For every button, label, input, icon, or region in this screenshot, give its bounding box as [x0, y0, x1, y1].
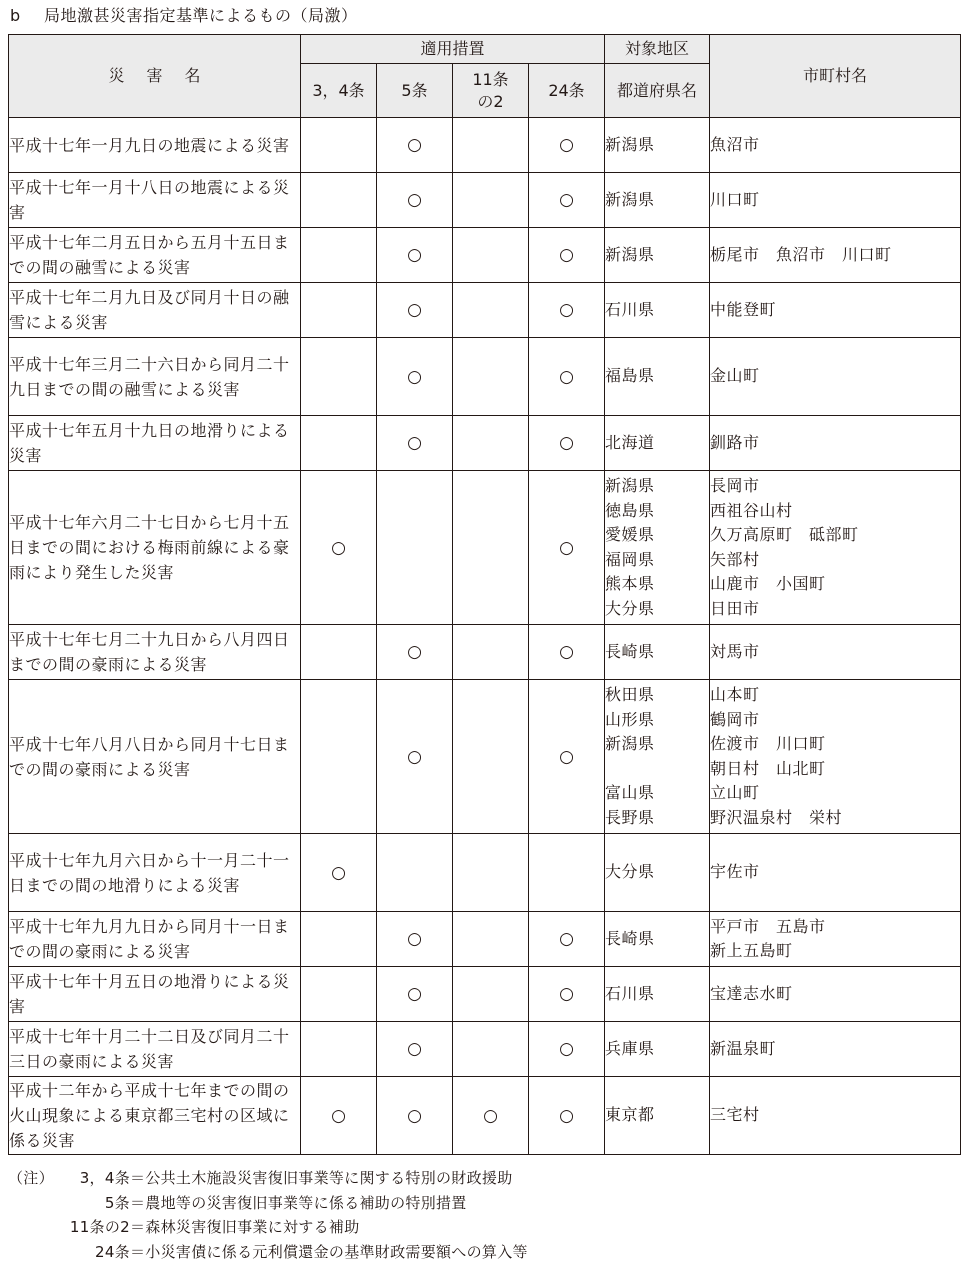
note-item	[8, 1191, 528, 1216]
prefecture-name: 新潟県	[605, 244, 655, 264]
note-lead	[8, 1240, 66, 1265]
measure-mark	[301, 625, 377, 680]
prefecture-name: 兵庫県	[605, 1038, 655, 1058]
table-row	[9, 471, 961, 625]
city-name: 朝日村 山北町	[710, 758, 826, 778]
city-name: 魚沼市	[710, 134, 760, 154]
city-name: 宝達志水町	[710, 983, 793, 1003]
city-name: 宇佐市	[710, 862, 760, 882]
measure-mark: ○	[377, 1022, 453, 1077]
prefecture-cell	[605, 625, 710, 680]
measure-mark: ○	[301, 1077, 377, 1155]
city-name: 西祖谷山村	[710, 500, 793, 520]
header-prefecture: 都道府県名	[605, 64, 710, 118]
disaster-name: 平成十七年六月二十七日から七月十五日までの間における梅雨前線による豪雨により発生した災害	[9, 471, 301, 625]
measure-mark: ○	[377, 173, 453, 228]
measure-mark: ○	[377, 967, 453, 1022]
note-description: ＝森林災害復旧事業に対する補助	[130, 1218, 360, 1236]
city-name: 平戸市 五島市	[710, 916, 826, 936]
prefecture-name: 福岡県	[605, 549, 655, 569]
disaster-name: 平成十七年五月十九日の地滑りによる災害	[9, 416, 301, 471]
disaster-table	[8, 34, 961, 1155]
measure-mark: ○	[301, 471, 377, 625]
section-letter: b	[10, 6, 21, 25]
prefecture-name: 石川県	[605, 983, 655, 1003]
city-name: 鶴岡市	[710, 709, 760, 729]
prefecture-cell	[605, 416, 710, 471]
note-item	[8, 1166, 528, 1191]
measure-mark: ○	[529, 625, 605, 680]
note-lead	[8, 1215, 66, 1240]
disaster-name: 平成十七年八月八日から同月十七日までの間の豪雨による災害	[9, 680, 301, 834]
measure-mark: ○	[529, 1022, 605, 1077]
section-title: 局地激甚災害指定基準によるもの（局激）	[44, 6, 358, 25]
table-row	[9, 1022, 961, 1077]
measure-mark: ○	[377, 283, 453, 338]
prefecture-name: 長崎県	[605, 928, 655, 948]
city-name: 対馬市	[710, 641, 760, 661]
city-cell	[710, 338, 961, 416]
measure-mark	[301, 173, 377, 228]
measure-mark	[301, 680, 377, 834]
prefecture-cell	[605, 967, 710, 1022]
city-name: 山本町	[710, 685, 760, 704]
city-cell	[710, 1022, 961, 1077]
prefecture-cell	[605, 228, 710, 283]
disaster-name: 平成十七年七月二十九日から八月四日までの間の豪雨による災害	[9, 625, 301, 680]
prefecture-name: 長崎県	[605, 641, 655, 661]
measure-mark	[453, 834, 529, 912]
table-body	[9, 118, 961, 1155]
disaster-name: 平成十七年一月九日の地震による災害	[9, 118, 301, 173]
measure-mark	[453, 416, 529, 471]
table-row	[9, 173, 961, 228]
prefecture-name: 東京都	[605, 1105, 655, 1125]
measure-mark: ○	[529, 228, 605, 283]
measure-mark	[453, 967, 529, 1022]
header-art34: 3，4条	[301, 64, 377, 118]
prefecture-name	[605, 757, 709, 782]
measure-mark: ○	[453, 1077, 529, 1155]
table-row	[9, 680, 961, 834]
city-cell	[710, 680, 961, 834]
measure-mark	[301, 228, 377, 283]
measure-mark	[453, 912, 529, 967]
measure-mark	[453, 1022, 529, 1077]
note-term: 5条	[104, 1193, 130, 1212]
measure-mark	[453, 625, 529, 680]
measure-mark: ○	[529, 967, 605, 1022]
note-description: ＝農地等の災害復旧事業等に係る補助の特別措置	[130, 1193, 467, 1212]
city-name: 三宅村	[710, 1105, 760, 1125]
prefecture-name: 長野県	[605, 807, 655, 827]
disaster-name: 平成十七年十月二十二日及び同月二十三日の豪雨による災害	[9, 1022, 301, 1077]
header-art5: 5条	[377, 64, 453, 118]
measure-mark	[453, 471, 529, 625]
note-term: 3，4条	[79, 1169, 130, 1187]
city-cell	[710, 228, 961, 283]
city-cell	[710, 173, 961, 228]
prefecture-name: 大分県	[605, 598, 655, 618]
measure-mark	[453, 338, 529, 416]
city-name: 日田市	[710, 598, 760, 618]
measure-mark: ○	[529, 680, 605, 834]
measure-mark: ○	[377, 680, 453, 834]
prefecture-name: 新潟県	[605, 476, 655, 495]
city-name: 新上五島町	[710, 941, 793, 960]
prefecture-cell	[605, 1022, 710, 1077]
measure-mark	[301, 967, 377, 1022]
city-name: 川口町	[710, 189, 760, 209]
measure-mark: ○	[529, 338, 605, 416]
city-name: 久万高原町 砥部町	[710, 525, 859, 544]
prefecture-name: 新潟県	[605, 134, 655, 154]
city-cell	[710, 834, 961, 912]
prefecture-name: 秋田県	[605, 685, 655, 704]
measure-mark: ○	[529, 471, 605, 625]
prefecture-name: 新潟県	[605, 734, 655, 753]
city-name: 新温泉町	[710, 1038, 777, 1058]
header-measures: 適用措置	[301, 35, 605, 64]
section-heading	[10, 4, 358, 28]
measure-mark: ○	[377, 338, 453, 416]
city-name: 山鹿市 小国町	[710, 574, 826, 593]
city-name: 野沢温泉村 栄村	[710, 807, 843, 827]
measure-mark: ○	[377, 118, 453, 173]
measure-mark: ○	[529, 118, 605, 173]
city-cell	[710, 416, 961, 471]
prefecture-name: 石川県	[605, 299, 655, 319]
city-name: 中能登町	[710, 299, 777, 319]
measure-mark	[301, 416, 377, 471]
city-name: 釧路市	[710, 432, 760, 452]
prefecture-cell	[605, 173, 710, 228]
note-item	[8, 1240, 528, 1265]
prefecture-name: 北海道	[605, 432, 655, 452]
measure-mark: ○	[377, 416, 453, 471]
disaster-name: 平成十七年二月九日及び同月十日の融雪による災害	[9, 283, 301, 338]
header-region: 対象地区	[605, 35, 710, 64]
header-art11: 11条の2	[453, 64, 529, 118]
measure-mark	[453, 118, 529, 173]
notes	[8, 1166, 528, 1264]
table-row	[9, 912, 961, 967]
prefecture-cell	[605, 471, 710, 625]
city-cell	[710, 1077, 961, 1155]
prefecture-name: 徳島県	[605, 500, 655, 520]
measure-mark: ○	[529, 1077, 605, 1155]
prefecture-cell	[605, 118, 710, 173]
prefecture-name: 山形県	[605, 709, 655, 729]
measure-mark: ○	[377, 625, 453, 680]
table-row	[9, 338, 961, 416]
measure-mark	[301, 283, 377, 338]
prefecture-name: 熊本県	[605, 574, 655, 593]
measure-mark	[377, 471, 453, 625]
city-name: 長岡市	[710, 476, 760, 495]
prefecture-name: 新潟県	[605, 189, 655, 209]
city-name: 栃尾市 魚沼市 川口町	[710, 244, 892, 264]
prefecture-cell	[605, 912, 710, 967]
measure-mark	[301, 1022, 377, 1077]
measure-mark: ○	[529, 416, 605, 471]
measure-mark: ○	[301, 834, 377, 912]
prefecture-cell	[605, 1077, 710, 1155]
disaster-name: 平成十二年から平成十七年までの間の火山現象による東京都三宅村の区域に係る災害	[9, 1077, 301, 1155]
city-name: 矢部村	[710, 549, 760, 569]
disaster-name: 平成十七年十月五日の地滑りによる災害	[9, 967, 301, 1022]
header-disaster-name: 災害名	[9, 35, 301, 118]
city-name: 金山町	[710, 366, 760, 386]
note-lead: （注）	[8, 1169, 54, 1187]
note-description: ＝公共土木施設災害復旧事業等に関する特別の財政援助	[130, 1169, 513, 1187]
table-row	[9, 834, 961, 912]
measure-mark	[301, 912, 377, 967]
city-cell	[710, 471, 961, 625]
note-term: 24条	[95, 1242, 130, 1261]
measure-mark	[453, 680, 529, 834]
prefecture-name: 大分県	[605, 862, 655, 882]
measure-mark: ○	[377, 912, 453, 967]
measure-mark	[453, 173, 529, 228]
city-cell	[710, 625, 961, 680]
prefecture-name: 愛媛県	[605, 525, 655, 544]
disaster-name: 平成十七年三月二十六日から同月二十九日までの間の融雪による災害	[9, 338, 301, 416]
measure-mark	[453, 228, 529, 283]
table-row	[9, 228, 961, 283]
note-term: 11条の2	[69, 1218, 130, 1236]
note-lead	[8, 1191, 66, 1216]
city-name: 佐渡市 川口町	[710, 734, 826, 753]
disaster-name: 平成十七年九月九日から同月十一日までの間の豪雨による災害	[9, 912, 301, 967]
city-cell	[710, 283, 961, 338]
table-row	[9, 625, 961, 680]
measure-mark	[377, 834, 453, 912]
header-city: 市町村名	[710, 35, 961, 118]
measure-mark: ○	[529, 912, 605, 967]
note-description: ＝小災害債に係る元利償還金の基準財政需要額への算入等	[130, 1242, 528, 1261]
table-row	[9, 416, 961, 471]
prefecture-cell	[605, 680, 710, 834]
city-cell	[710, 912, 961, 967]
measure-mark	[301, 118, 377, 173]
measure-mark: ○	[377, 228, 453, 283]
note-item	[8, 1215, 528, 1240]
measure-mark: ○	[529, 283, 605, 338]
city-cell	[710, 967, 961, 1022]
measure-mark: ○	[377, 1077, 453, 1155]
prefecture-cell	[605, 338, 710, 416]
city-cell	[710, 118, 961, 173]
disaster-name: 平成十七年九月六日から十一月二十一日までの間の地滑りによる災害	[9, 834, 301, 912]
prefecture-name: 福島県	[605, 366, 655, 386]
city-name: 立山町	[710, 783, 760, 802]
measure-mark	[529, 834, 605, 912]
header-art24: 24条	[529, 64, 605, 118]
measure-mark: ○	[529, 173, 605, 228]
measure-mark	[301, 338, 377, 416]
prefecture-cell	[605, 283, 710, 338]
disaster-name: 平成十七年一月十八日の地震による災害	[9, 173, 301, 228]
table-row	[9, 967, 961, 1022]
table-row	[9, 118, 961, 173]
disaster-name: 平成十七年二月五日から五月十五日までの間の融雪による災害	[9, 228, 301, 283]
table-row	[9, 283, 961, 338]
measure-mark	[453, 283, 529, 338]
prefecture-name: 富山県	[605, 783, 655, 802]
table-row	[9, 1077, 961, 1155]
prefecture-cell	[605, 834, 710, 912]
